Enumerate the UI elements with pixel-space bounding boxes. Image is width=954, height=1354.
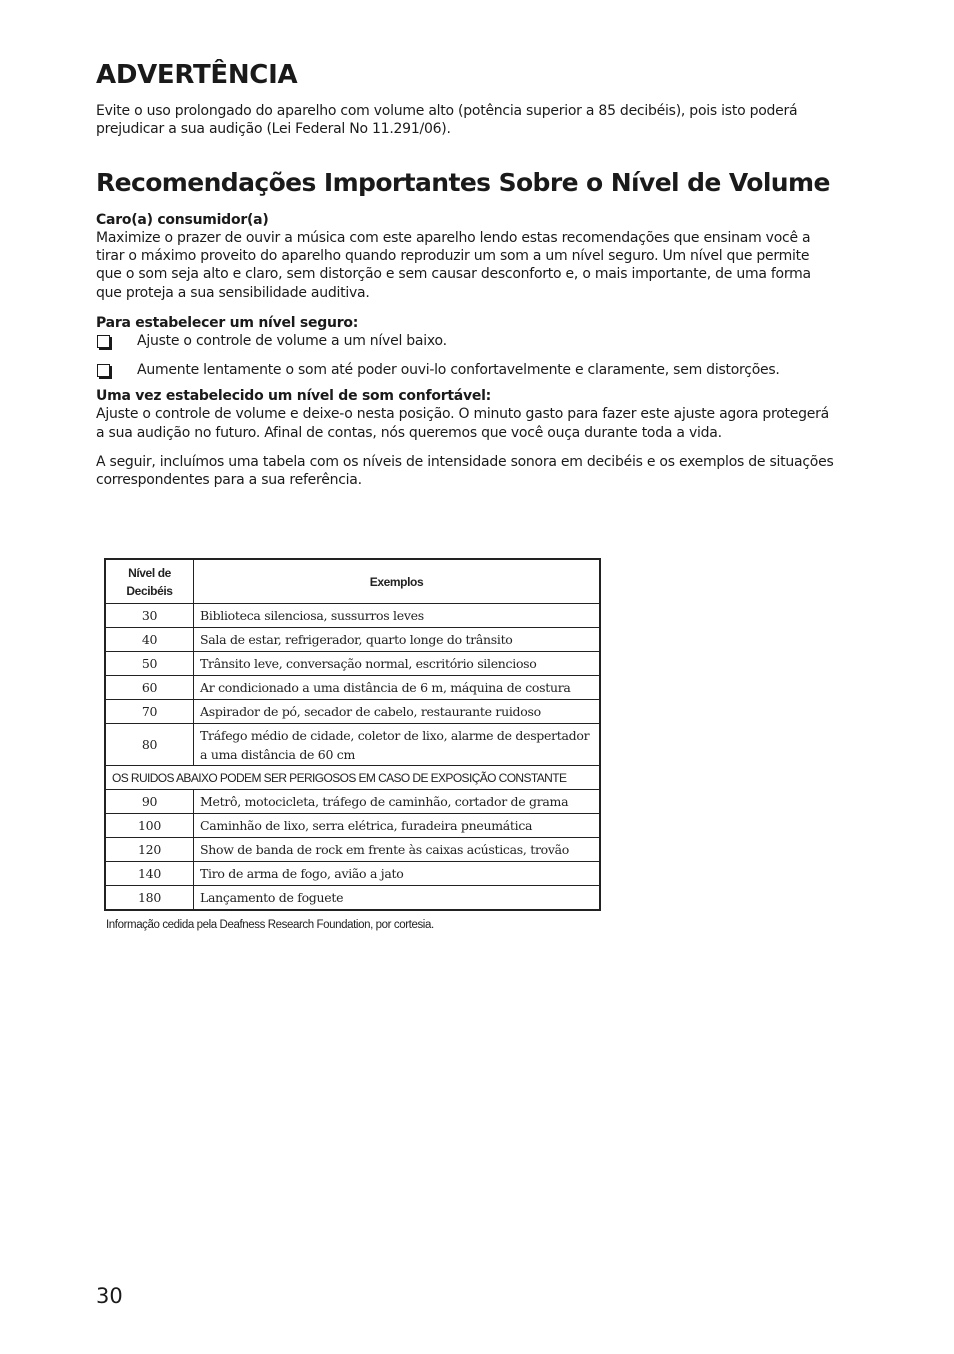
- table-row: [105, 700, 600, 724]
- decibel-cell: 40: [105, 628, 194, 652]
- decibel-cell: 60: [105, 676, 194, 700]
- example-cell: Biblioteca silenciosa, sussurros leves: [194, 604, 601, 628]
- warning-title: ADVERTÊNCIA: [96, 60, 298, 90]
- example-cell: Metrô, motocicleta, tráfego de caminhão, cortador de grama: [194, 790, 601, 814]
- table-row: [105, 838, 600, 862]
- table-row: [105, 676, 600, 700]
- header-decibel-level-line1: Nível de: [128, 565, 171, 580]
- example-cell: Aspirador de pó, secador de cabelo, restaurante ruidoso: [194, 700, 601, 724]
- greeting-block: [96, 211, 836, 302]
- example-cell: Ar condicionado a uma distância de 6 m, máquina de costura: [194, 676, 601, 700]
- table-header-row: [105, 559, 600, 604]
- checkbox-icon: [97, 364, 110, 377]
- danger-notice-row: [105, 766, 600, 790]
- table-intro-paragraph: A seguir, incluímos uma tabela com os níveis de intensidade sonora em decibéis e os exemplos de situações correspondentes para a sua referência.: [96, 453, 834, 489]
- table-row: [105, 628, 600, 652]
- checkbox-icon: [97, 335, 110, 348]
- comfort-paragraph: Ajuste o controle de volume e deixe-o nesta posição. O minuto gasto para fazer este ajuste agora protegerá a sua audição no futuro. Afinal de contas, nós queremos que você ouça durante toda a vida.: [96, 406, 829, 441]
- header-decibel-level-line2: Decibéis: [126, 583, 173, 598]
- decibel-cell: 70: [105, 700, 194, 724]
- table-row: [105, 604, 600, 628]
- example-cell: Trânsito leve, conversação normal, escritório silencioso: [194, 652, 601, 676]
- header-decibel-level: [105, 559, 194, 604]
- decibel-cell: 100: [105, 814, 194, 838]
- safe-level-checklist: [96, 332, 836, 379]
- example-cell: Tiro de arma de fogo, avião a jato: [194, 862, 601, 886]
- page-number: 30: [96, 1284, 123, 1308]
- document-page: [96, 56, 836, 489]
- decibel-cell: 140: [105, 862, 194, 886]
- warning-text: Evite o uso prolongado do aparelho com volume alto (potência superior a 85 decibéis), pois isto poderá prejudicar a sua audição (Lei Federal No 11.291/06).: [96, 103, 798, 138]
- table-row: [105, 862, 600, 886]
- decibel-cell: 80: [105, 724, 194, 766]
- table-row: [105, 886, 600, 911]
- decibel-cell: 30: [105, 604, 194, 628]
- table-source-note: Informação cedida pela Deafness Research Foundation, por cortesia.: [106, 919, 434, 931]
- example-cell: Tráfego médio de cidade, coletor de lixo, alarme de despertador a uma distância de 60 cm: [194, 724, 601, 766]
- decibel-table-container: [104, 558, 601, 931]
- decibel-cell: 50: [105, 652, 194, 676]
- checklist-item: [96, 332, 836, 350]
- decibel-cell: 90: [105, 790, 194, 814]
- comfort-block: [96, 387, 836, 442]
- table-row: [105, 652, 600, 676]
- danger-notice: OS RUIDOS ABAIXO PODEM SER PERIGOSOS EM CASO DE EXPOSIÇÃO CONSTANTE: [105, 766, 600, 790]
- greeting-heading: Caro(a) consumidor(a): [96, 211, 269, 228]
- recommendations-title: Recomendações Importantes Sobre o Nível de Volume: [96, 167, 830, 197]
- example-cell: Sala de estar, refrigerador, quarto longe do trânsito: [194, 628, 601, 652]
- table-row: [105, 790, 600, 814]
- safe-level-block: [96, 314, 836, 379]
- header-examples: Exemplos: [194, 559, 601, 604]
- comfort-heading: Uma vez estabelecido um nível de som confortável:: [96, 387, 492, 404]
- checklist-item-text: Aumente lentamente o som até poder ouvi-lo confortavelmente e claramente, sem distorções.: [137, 361, 780, 378]
- intro-paragraph: Maximize o prazer de ouvir a música com este aparelho lendo estas recomendações que ensinam você a tirar o máximo proveito do aparelho quando reproduzir um som a um nível seguro. Um nível que permite que o som seja alto e claro, sem distorção e sem causar desconforto e, o mais importante, de uma forma que proteja a sua sensibilidade auditiva.: [96, 229, 811, 301]
- safe-level-heading: Para estabelecer um nível seguro:: [96, 315, 359, 332]
- example-cell: Lançamento de foguete: [194, 886, 601, 911]
- checklist-item: [96, 361, 836, 379]
- example-cell: Caminhão de lixo, serra elétrica, furadeira pneumática: [194, 814, 601, 838]
- table-row: [105, 724, 600, 766]
- example-cell: Show de banda de rock em frente às caixas acústicas, trovão: [194, 838, 601, 862]
- checklist-item-text: Ajuste o controle de volume a um nível baixo.: [137, 333, 447, 350]
- decibel-cell: 120: [105, 838, 194, 862]
- decibel-table: [104, 558, 601, 911]
- table-row: [105, 814, 600, 838]
- decibel-cell: 180: [105, 886, 194, 911]
